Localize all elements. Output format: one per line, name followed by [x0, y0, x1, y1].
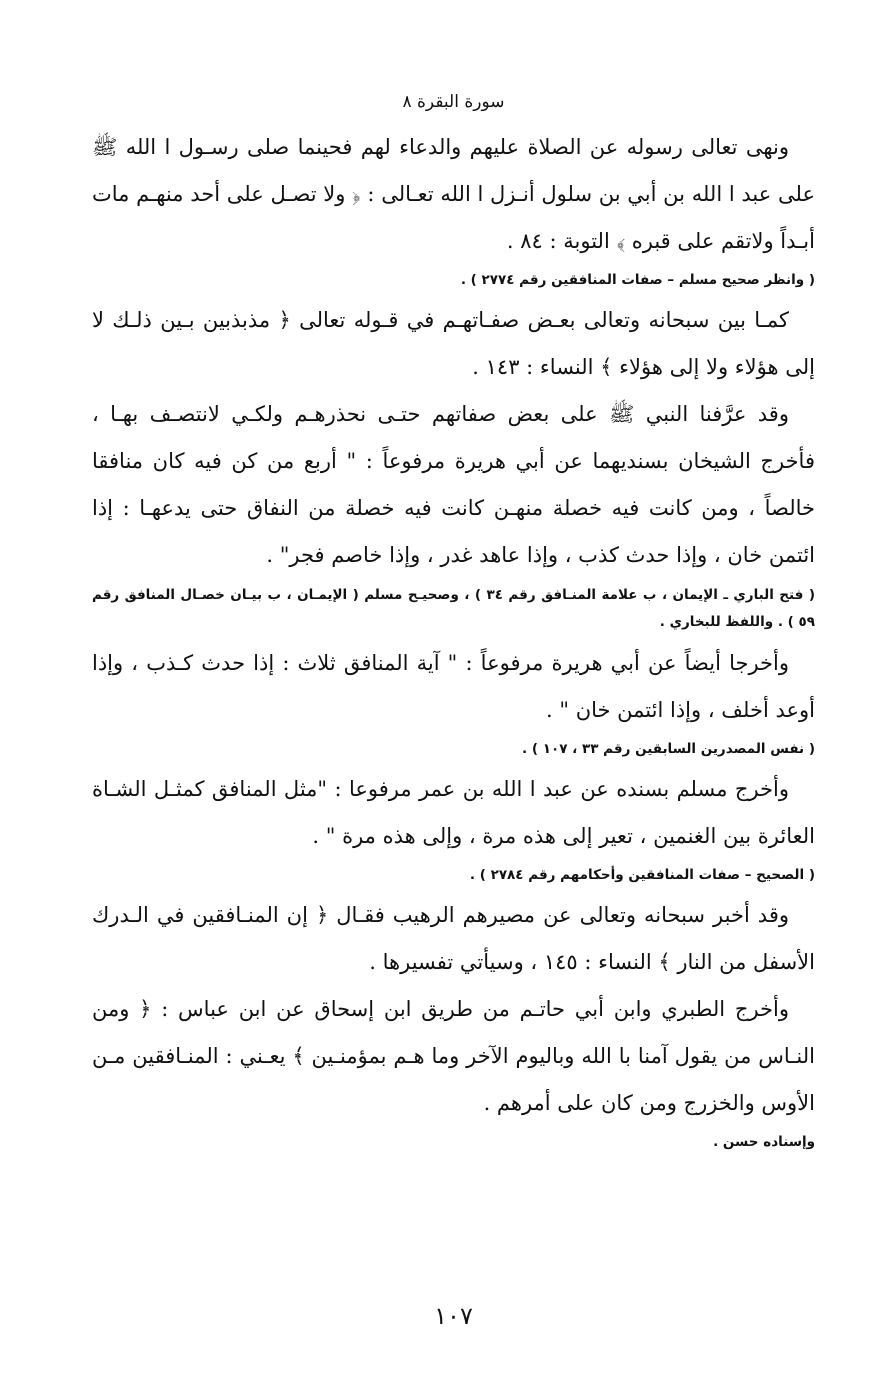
reference-note: ( فتح الباري ـ الإيمان ، ب علامة المنـافق رقم ٣٤ ) ، وصحيـح مسلم ( الإيمـان ، ب بيـان خصـال المنافق رقم ٥٩ ) . واللفظ للبخاري .: [92, 587, 815, 630]
paragraph: كمـا بين سبحانه وتعالى بعـض صفـاتهـم في قـوله تعالى ﴿ مذبذبين بـين ذلـك لا إلى هؤلاء ولا إلى هؤلاء ﴾ النساء : ١٤٣ .: [92, 308, 815, 379]
paragraph: وقد أخبر سبحانه وتعالى عن مصيرهم الرهيب فقـال ﴿ إن المنـافقين في الـدرك الأسفل من النار ﴾ النساء : ١٤٥ ، وسيأتي تفسيرها .: [92, 903, 815, 974]
document-page: [92, 92, 815, 1352]
page-number: ١٠٧: [434, 1302, 473, 1330]
page-header: سورة البقرة ٨: [402, 92, 505, 112]
reference-note: ( نفس المصدرين السابقين رقم ٣٣ ، ١٠٧ ) .: [522, 741, 815, 757]
reference-note: وإسناده حسن .: [713, 1134, 815, 1150]
paragraph: ونهى تعالى رسوله عن الصلاة عليهم والدعاء لهم فحينما صلى رسـول ا الله ﷺ على عبد ا الله بن أبي بن سلول أنـزل ا الله تعـالى : ﴿ ولا تصـل على أحد منهـم مات أبـداً ولاتقم على قبره ﴾ التوبة : ٨٤ .: [92, 135, 815, 253]
reference-note: ( وانظر صحيح مسلم – صفات المنافقين رقم ٢٧٧٤ ) .: [460, 272, 815, 288]
paragraph: وأخرجا أيضاً عن أبي هريرة مرفوعاً : " آية المنافق ثلاث : إذا حدث كـذب ، وإذا أوعد أخلف ، وإذا ائتمن خان " .: [92, 651, 815, 722]
paragraph: وأخرج مسلم بسنده عن عبد ا الله بن عمر مرفوعا : "مثل المنافق كمثـل الشـاة العائرة بين الغنمين ، تعير إلى هذه مرة ، وإلى هذه مرة " .: [92, 777, 815, 848]
reference-note: ( الصحيح – صفات المنافقين وأحكامهم رقم ٢٧٨٤ ) .: [469, 867, 815, 883]
paragraph: وأخرج الطبري وابن أبي حاتـم من طريق ابن إسحاق عن ابن عباس : ﴿ ومن النـاس من يقول آمنا با الله وباليوم الآخر وما هـم بمؤمنـين ﴾ يعـني : المنـافقين مـن الأوس والخزرج ومن كان على أمرهم .: [92, 997, 815, 1115]
paragraph: وقد عرَّفنا النبي ﷺ على بعض صفاتهم حتـى نحذرهـم ولكـي لانتصـف بهـا ، فأخرج الشيخان بسنديهما عن أبي هريرة مرفوعاً : " أربع من كن فيه كان منافقا خالصاً ، ومن كانت فيه خصلة منهـن كانت فيه خصلة من النفاق حتى يدعهـا : إذا ائتمن خان ، وإذا حدث كذب ، وإذا عاهد غدر ، وإذا خاصم فجر" .: [92, 402, 815, 567]
